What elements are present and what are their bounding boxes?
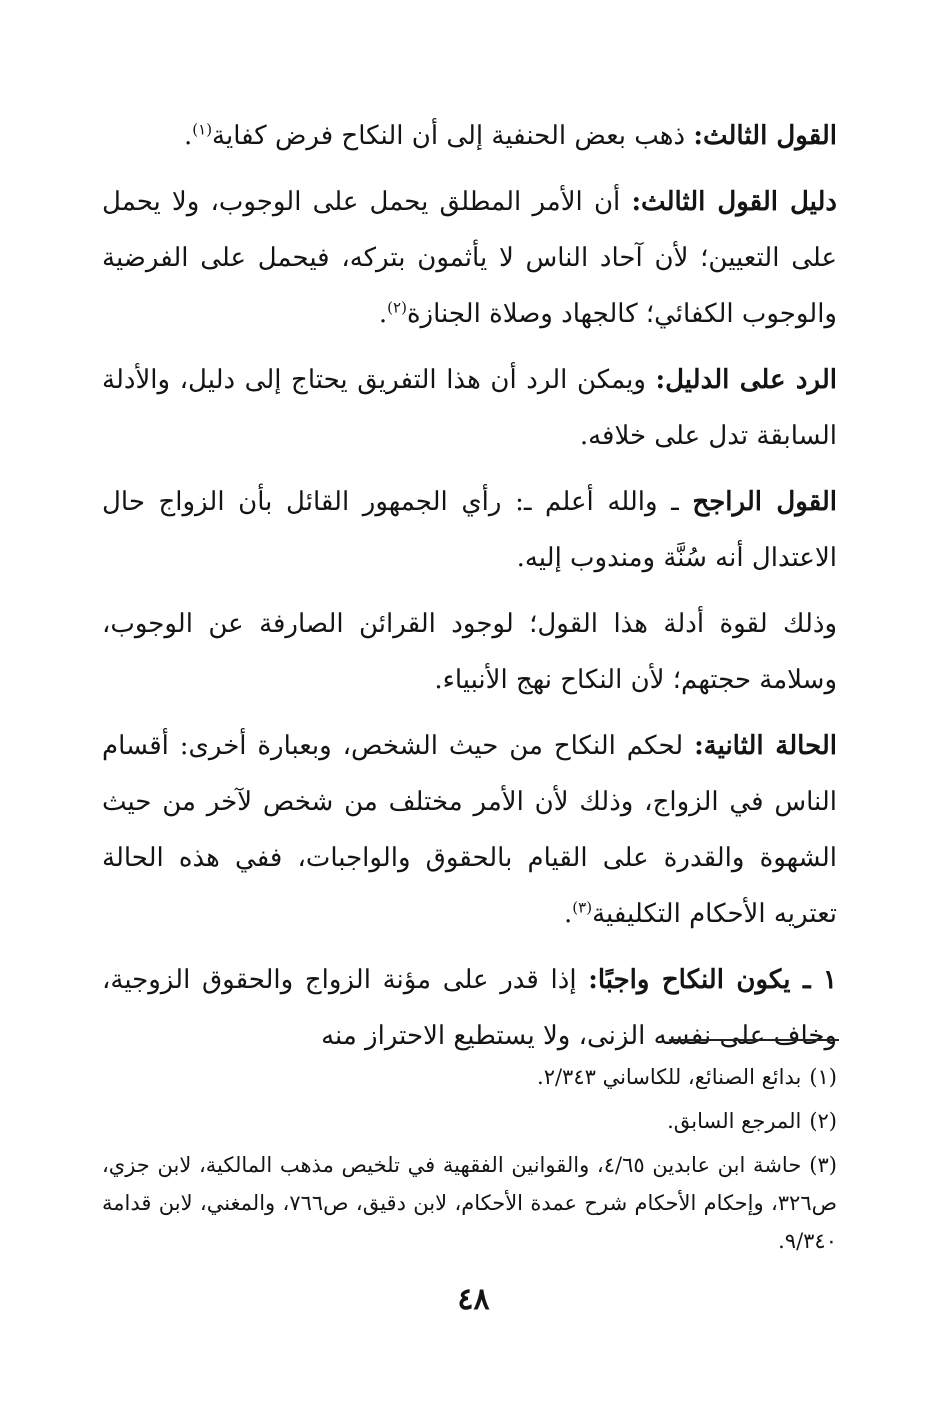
footnote-item: [102, 1102, 837, 1140]
paragraph-text: ويمكن الرد أن هذا التفريق يحتاج إلى دليل، والأدلة السابقة تدل على خلافه.: [102, 365, 837, 451]
heading: دليل القول الثالث:: [631, 187, 837, 217]
heading: الحالة الثانية:: [694, 731, 837, 761]
paragraph-obligatory: [102, 952, 837, 1064]
heading: القول الثالث:: [693, 121, 837, 151]
main-text: [102, 108, 837, 1074]
page-number: ٤٨: [457, 1282, 490, 1317]
footnote-ref[interactable]: (١): [192, 120, 213, 139]
paragraph-second-case: الحالة الثانية: لحكم النكاح من حيث الشخص، وبعبارة أخرى: أقسام الناس في الزواج، وذلك لأن الأمر مختلف من شخص لآخر من حيث الشهوة والقدرة على القيام بالحقوق والواجبات، ففي هذه الحالة تعتريه الأحكام التكليفية$^{(٣)}$.: [102, 731, 837, 929]
paragraph-third-evidence: دليل القول الثالث: أن الأمر المطلق يحمل على الوجوب، ولا يحمل على التعيين؛ لأن آحاد الناس لا يأثمون بتركه، فيحمل على الفرضية والوجوب الكفائي؛ كالجهاد وصلاة الجنازة$^{(٢)}$.: [102, 187, 837, 329]
paragraph-text: لحكم النكاح من حيث الشخص، وبعبارة أخرى: أقسام الناس في الزواج، وذلك لأن الأمر مختلف من شخص لآخر من حيث الشهوة والقدرة على القيام بالحقوق والواجبات، ففي هذه الحالة تعتريه الأحكام التكليفية: [102, 731, 837, 929]
footnote-ref[interactable]: (٣): [572, 898, 593, 917]
footnote-item: [102, 1146, 837, 1260]
footnote-divider: [669, 1039, 839, 1041]
paragraph-preferred-opinion: [102, 474, 837, 586]
footnote-number: (٣): [809, 1153, 837, 1177]
heading: القول الراجح: [692, 487, 837, 517]
paragraph-third-opinion: القول الثالث: ذهب بعض الحنفية إلى أن النكاح فرض كفاية$^{(١)}$.: [184, 120, 837, 151]
footnote-number: (١): [809, 1065, 837, 1089]
paragraph-reasoning: [102, 596, 837, 708]
paragraph-text: ـ والله أعلم ـ: رأي الجمهور القائل بأن الزواج حال الاعتدال أنه سُنَّة ومندوب إليه.: [102, 487, 837, 573]
paragraph-text: وذلك لقوة أدلة هذا القول؛ لوجود القرائن الصارفة عن الوجوب، وسلامة حجتهم؛ لأن النكاح نهج الأنبياء.: [102, 609, 837, 695]
footnote-number: (٢): [809, 1109, 837, 1133]
footnote-text: بدائع الصنائع، للكاساني ٢/٣٤٣.: [537, 1065, 802, 1089]
footnote-ref[interactable]: (٢): [387, 298, 407, 317]
paragraph-text: ذهب بعض الحنفية إلى أن النكاح فرض كفاية: [212, 121, 694, 151]
paragraph-rebuttal: [102, 352, 837, 464]
heading: الرد على الدليل:: [655, 365, 837, 395]
paragraph-text: إذا قدر على مؤنة الزواج والحقوق الزوجية، وخاف على نفسه الزنى، ولا يستطيع الاحتراز منه: [102, 965, 837, 1051]
heading: ١ ـ يكون النكاح واجبًا:: [588, 965, 837, 995]
footnotes: [102, 1058, 837, 1266]
footnote-item: [102, 1058, 837, 1096]
paragraph-text: أن الأمر المطلق يحمل على الوجوب، ولا يحمل على التعيين؛ لأن آحاد الناس لا يأثمون بتركه، فيحمل على الفرضية والوجوب الكفائي؛ كالجهاد وصلاة الجنازة: [102, 187, 837, 329]
footnote-text: حاشة ابن عابدين ٤/٦٥، والقوانين الفقهية في تلخيص مذهب المالكية، لابن جزي، ص٣٢٦، وإحكام الأحكام شرح عمدة الأحكام، لابن دقيق، ص٧٦٦، والمغني، لابن قدامة ٩/٣٤٠.: [102, 1153, 837, 1253]
footnote-text: المرجع السابق.: [667, 1109, 802, 1133]
